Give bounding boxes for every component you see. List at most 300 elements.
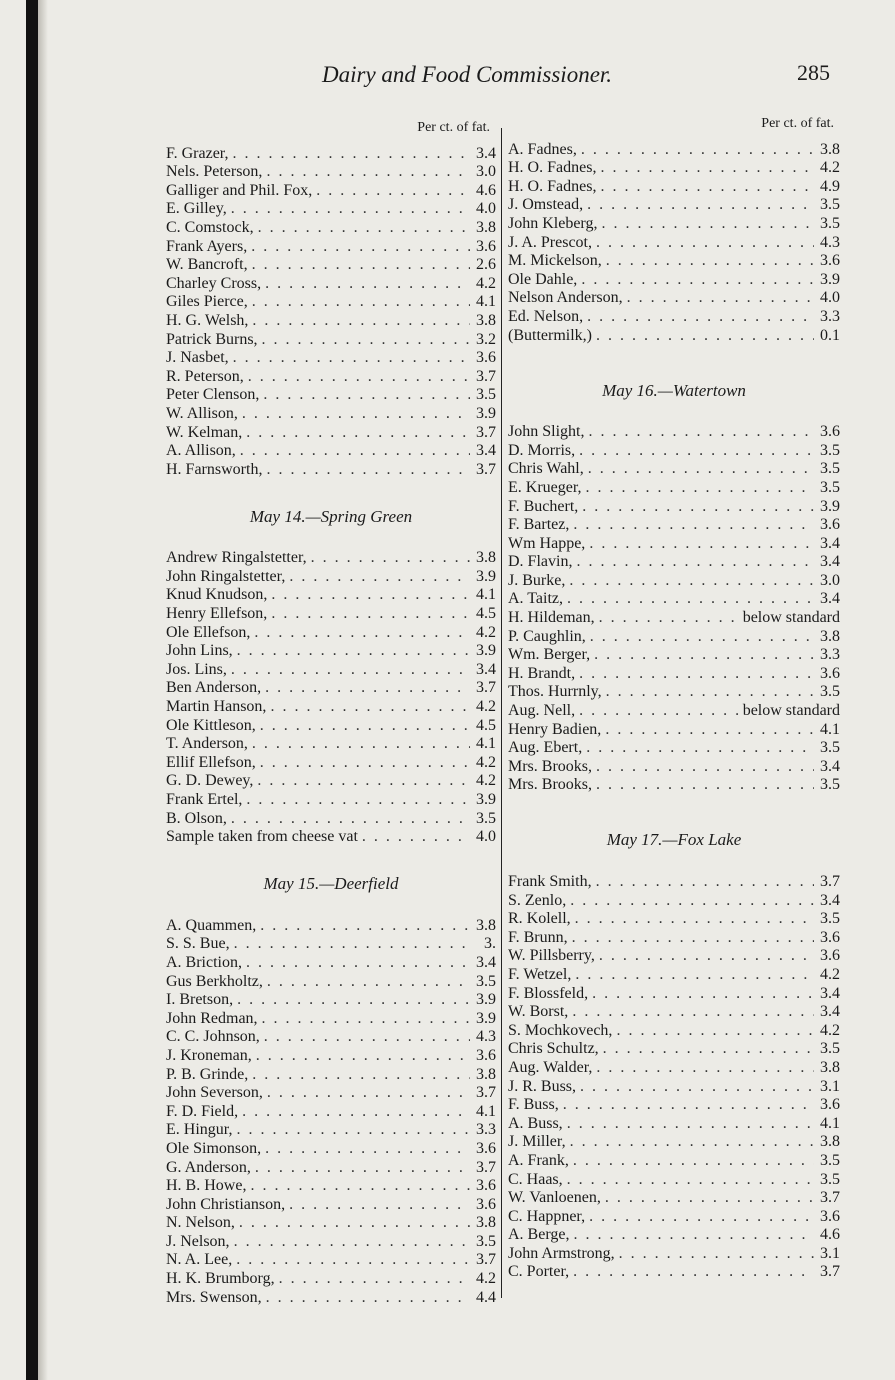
leader-dots — [254, 624, 470, 642]
list-item — [508, 326, 840, 345]
leader-dots — [231, 810, 470, 828]
list-item — [166, 1251, 496, 1270]
list-item — [508, 423, 840, 442]
entry-name: S. Zenlo, — [508, 891, 567, 909]
fat-percent: 3.5 — [820, 739, 840, 757]
list-item — [508, 947, 840, 966]
fat-percent: 3.6 — [820, 1207, 840, 1225]
section-heading-deerfield: May 15.—Deerfield — [263, 874, 399, 894]
list-item — [166, 330, 496, 349]
list-item — [166, 1195, 496, 1214]
leader-dots — [237, 642, 470, 660]
leader-dots — [600, 178, 814, 196]
fat-percent: 2.6 — [476, 256, 496, 274]
leader-dots — [599, 947, 814, 965]
leader-dots — [596, 758, 814, 776]
entry-name: W. Borst, — [508, 1003, 569, 1021]
leader-dots — [616, 1022, 814, 1040]
entry-name: E. Gilley, — [166, 200, 227, 218]
list-item — [166, 623, 496, 642]
leader-dots — [252, 256, 470, 274]
fat-percent: 3.7 — [476, 1084, 496, 1102]
fat-percent: 4.1 — [476, 1102, 496, 1120]
list-item — [166, 604, 496, 623]
fat-percent: 3.8 — [476, 916, 496, 934]
list-item — [166, 991, 496, 1010]
entry-name: Thos. Hurrnly, — [508, 683, 602, 701]
list-item — [166, 1009, 496, 1028]
leader-dots — [246, 424, 470, 442]
leader-dots — [594, 646, 814, 664]
entry-name: W. Vanloenen, — [508, 1189, 601, 1207]
list-item — [166, 218, 496, 237]
entry-name: A. Fadnes, — [508, 140, 577, 158]
entry-name: S. Mochkovech, — [508, 1021, 613, 1039]
list-item — [166, 144, 496, 163]
list-item — [508, 553, 840, 572]
fat-percent: 3.4 — [820, 757, 840, 775]
list-item — [166, 809, 496, 828]
fat-percent: 3.2 — [476, 330, 496, 348]
leader-dots — [267, 973, 470, 991]
leader-dots — [251, 238, 470, 256]
section-heading-spring-green: May 14.—Spring Green — [249, 506, 413, 526]
entry-name: H. B. Howe, — [166, 1177, 247, 1195]
leader-dots — [236, 1121, 470, 1139]
leader-dots — [586, 479, 814, 497]
list-item — [508, 776, 840, 795]
entry-name: A. Berge, — [508, 1226, 570, 1244]
entry-name: A. Quammen, — [166, 916, 257, 934]
fat-percent: 4.2 — [820, 1021, 840, 1039]
leader-dots — [592, 985, 814, 1003]
list-item — [166, 163, 496, 182]
entry-name: H. Farnsworth, — [166, 460, 263, 478]
leader-dots — [599, 609, 739, 627]
list-item — [166, 1158, 496, 1177]
entry-name: Nelson Anderson, — [508, 289, 623, 307]
watertown-list — [508, 423, 840, 795]
fat-percent: 4.2 — [476, 1270, 496, 1288]
entry-name: John Christianson, — [166, 1195, 286, 1213]
list-item — [166, 311, 496, 330]
entry-name: H. O. Fadnes, — [508, 159, 597, 177]
fat-percent: 3.5 — [476, 1232, 496, 1250]
fat-percent: 3.8 — [476, 1065, 496, 1083]
entry-name: Ole Kittleson, — [166, 716, 256, 734]
leader-dots — [234, 935, 470, 953]
list-item — [508, 701, 840, 720]
list-item — [508, 270, 840, 289]
fat-percent: 3.9 — [476, 1009, 496, 1027]
fat-percent: 4.2 — [476, 274, 496, 292]
leader-dots — [279, 1270, 470, 1288]
list-item — [166, 1177, 496, 1196]
column-header-left: Per ct. of fat. — [417, 120, 490, 135]
leader-dots — [237, 991, 470, 1009]
entry-name: D. Morris, — [508, 441, 576, 459]
fat-percent: 3.6 — [820, 664, 840, 682]
leader-dots — [311, 549, 470, 567]
entry-name: Henry Badien, — [508, 720, 602, 738]
leader-dots — [573, 1152, 814, 1170]
page-number: 285 — [797, 60, 830, 85]
entry-name: Ole Dahle, — [508, 270, 578, 288]
fox-lake-list — [508, 872, 840, 1281]
entry-name: R. Peterson, — [166, 367, 244, 385]
list-item — [166, 753, 496, 772]
fat-percent: 3.4 — [476, 144, 496, 162]
list-item — [508, 289, 840, 308]
leader-dots — [573, 516, 814, 534]
fat-percent: 4.3 — [820, 233, 840, 251]
entry-name: Ellif Ellefson, — [166, 753, 256, 771]
fat-percent: 3.4 — [820, 891, 840, 909]
list-item — [508, 646, 840, 665]
fat-percent: 3.6 — [820, 947, 840, 965]
list-item — [166, 386, 496, 405]
leader-dots — [587, 196, 814, 214]
leader-dots — [267, 1084, 470, 1102]
fat-percent: 3.6 — [476, 1139, 496, 1157]
list-item — [166, 1102, 496, 1121]
entry-name: Nels. Peterson, — [166, 163, 263, 181]
fat-percent: 4.9 — [820, 177, 840, 195]
list-item — [508, 1040, 840, 1059]
fat-percent: 3.7 — [820, 873, 840, 890]
leader-dots — [271, 605, 470, 623]
fat-percent: 3.4 — [476, 660, 496, 678]
fat-percent: below standard — [742, 702, 840, 720]
list-item — [508, 757, 840, 776]
leader-dots — [596, 776, 814, 794]
fat-percent: 3.5 — [476, 809, 496, 827]
leader-dots — [248, 368, 470, 386]
leader-dots — [580, 1078, 814, 1096]
fat-percent: 3.8 — [820, 627, 840, 645]
leader-dots — [605, 721, 814, 739]
list-item — [166, 642, 496, 661]
list-item — [508, 159, 840, 178]
fat-percent: 3.7 — [476, 679, 496, 697]
fat-percent: 3.5 — [820, 214, 840, 232]
entry-name: Chris Wahl, — [508, 460, 584, 478]
list-item — [166, 293, 496, 312]
section-heading-watertown: May 16.—Watertown — [602, 380, 746, 400]
fat-percent: 3.5 — [820, 460, 840, 478]
entry-name: Aug. Ebert, — [508, 739, 583, 757]
entry-name: G. Anderson, — [166, 1158, 251, 1176]
entry-name: Aug. Nell, — [508, 702, 576, 720]
leader-dots — [257, 772, 470, 790]
fat-percent: 4.3 — [476, 1028, 496, 1046]
list-item — [166, 772, 496, 791]
fat-percent: 3.7 — [820, 1263, 840, 1281]
leader-dots — [266, 1289, 470, 1307]
fat-percent: 3.5 — [820, 683, 840, 701]
fat-percent: 3.5 — [820, 776, 840, 794]
leader-dots — [579, 665, 814, 683]
fat-percent: 4.0 — [820, 289, 840, 307]
entry-name: C. Happner, — [508, 1207, 586, 1225]
leader-dots — [265, 679, 470, 697]
entry-name: Wm. Berger, — [508, 646, 591, 664]
leader-dots — [262, 1010, 470, 1028]
list-item — [508, 1077, 840, 1096]
fat-percent: 3.1 — [820, 1077, 840, 1095]
leader-dots — [266, 163, 470, 181]
leader-dots — [264, 1028, 470, 1046]
leader-dots — [589, 535, 814, 553]
leader-dots — [265, 1140, 470, 1158]
fat-percent: 4.1 — [820, 1114, 840, 1132]
entry-name: Mrs. Swenson, — [166, 1288, 262, 1306]
leader-dots — [601, 215, 814, 233]
list-item — [508, 1244, 840, 1263]
list-item — [166, 237, 496, 256]
list-item — [166, 679, 496, 698]
entry-name: J. Miller, — [508, 1133, 566, 1151]
fat-percent: 3.7 — [476, 460, 496, 478]
leader-dots — [567, 1115, 814, 1133]
list-item — [166, 460, 496, 479]
leader-dots — [606, 683, 814, 701]
list-item — [166, 1214, 496, 1233]
entry-name: F. Grazer, — [166, 144, 229, 162]
fat-percent: 3.4 — [820, 984, 840, 1002]
entry-name: F. Brunn, — [508, 928, 568, 946]
book-spine — [26, 0, 38, 1380]
fat-percent: 3.7 — [476, 367, 496, 385]
leader-dots — [573, 1263, 814, 1281]
entry-name: J. Nasbet, — [166, 349, 229, 367]
leader-dots — [596, 1059, 814, 1077]
leader-dots — [271, 586, 470, 604]
fat-percent: 3.7 — [820, 1189, 840, 1207]
entry-name: S. S. Bue, — [166, 935, 230, 953]
entry-name: John Redman, — [166, 1009, 258, 1027]
fat-percent: 4.6 — [820, 1226, 840, 1244]
list-item — [508, 1021, 840, 1040]
entry-name: W. Allison, — [166, 404, 238, 422]
leader-dots — [582, 498, 814, 516]
leader-dots — [567, 590, 814, 608]
leader-dots — [252, 312, 470, 330]
entry-name: Frank Ayers, — [166, 237, 248, 255]
entry-name: J. A. Prescot, — [508, 233, 592, 251]
leader-dots — [316, 182, 470, 200]
fat-percent: 3.6 — [820, 516, 840, 534]
entry-name: W. Bancroft, — [166, 256, 248, 274]
fat-percent: 3.9 — [476, 642, 496, 660]
leader-dots — [234, 1233, 470, 1251]
fat-percent: 3.8 — [820, 1133, 840, 1151]
entry-name: A. Taitz, — [508, 590, 564, 608]
fat-percent: 0.1 — [820, 326, 840, 344]
entry-name: Charley Cross, — [166, 274, 262, 292]
fat-percent: 3.9 — [820, 497, 840, 515]
fat-percent: 4.2 — [820, 965, 840, 983]
entry-name: N. Nelson, — [166, 1214, 235, 1232]
leader-dots — [588, 423, 814, 441]
list-item — [508, 664, 840, 683]
entry-name: Mrs. Brooks, — [508, 776, 593, 794]
fat-percent: 3.9 — [476, 567, 496, 585]
entry-name: John Ringalstetter, — [166, 567, 286, 585]
running-title: Dairy and Food Commissioner. — [322, 62, 613, 87]
list-item — [508, 1096, 840, 1115]
fat-percent: 3.0 — [476, 163, 496, 181]
entry-name: H. G. Welsh, — [166, 311, 249, 329]
entry-name: H. Hildeman, — [508, 609, 595, 627]
list-item — [508, 478, 840, 497]
list-item — [166, 697, 496, 716]
leader-dots — [240, 442, 470, 460]
entry-name: John Kleberg, — [508, 214, 598, 232]
leader-dots — [600, 159, 814, 177]
list-item — [508, 460, 840, 479]
fat-percent: 3.6 — [476, 1195, 496, 1213]
fat-percent: 4.1 — [476, 293, 496, 311]
entry-name: H. O. Fadnes, — [508, 177, 597, 195]
entry-name: A. Frank, — [508, 1151, 569, 1169]
fat-percent: 3.5 — [820, 1170, 840, 1188]
entry-name: J. Nelson, — [166, 1232, 230, 1250]
list-item — [508, 1003, 840, 1022]
leader-dots — [589, 1208, 814, 1226]
fat-percent: 4.2 — [476, 772, 496, 790]
list-item — [508, 965, 840, 984]
leader-dots — [260, 917, 470, 935]
right-column — [508, 116, 840, 1281]
list-item — [508, 1133, 840, 1152]
entry-name: P. Caughlin, — [508, 627, 586, 645]
spring-green-list — [166, 549, 496, 847]
leader-dots — [570, 892, 814, 910]
entry-name: T. Anderson, — [166, 735, 248, 753]
list-item — [508, 196, 840, 215]
leader-dots — [266, 461, 470, 479]
leader-dots — [246, 791, 470, 809]
list-item — [166, 1046, 496, 1065]
fat-percent: 4.1 — [476, 735, 496, 753]
fat-percent: 3.6 — [476, 237, 496, 255]
leader-dots — [262, 331, 470, 349]
fat-percent: 3.9 — [820, 270, 840, 288]
left-column — [166, 120, 496, 1307]
fat-percent: 3.3 — [820, 646, 840, 664]
list-item — [166, 1232, 496, 1251]
list-item — [166, 1288, 496, 1307]
entry-name: F. Bartez, — [508, 516, 570, 534]
list-item — [508, 891, 840, 910]
entry-name: John Slight, — [508, 423, 585, 441]
entry-name: C. C. Johnson, — [166, 1028, 260, 1046]
leader-dots — [252, 735, 470, 753]
leader-dots — [627, 289, 814, 307]
fat-percent: 3.1 — [820, 1244, 840, 1262]
right-group1-list — [508, 140, 840, 345]
list-item — [508, 739, 840, 758]
leader-dots — [575, 910, 814, 928]
leader-dots — [265, 275, 470, 293]
leader-dots — [619, 1245, 814, 1263]
leader-dots — [233, 145, 471, 163]
entry-name: A. Buss, — [508, 1114, 563, 1132]
entry-name: Ole Ellefson, — [166, 623, 251, 641]
leader-dots — [596, 873, 814, 891]
entry-name: A. Briction, — [166, 953, 242, 971]
fat-percent: 3.4 — [820, 534, 840, 552]
entry-name: C. Haas, — [508, 1170, 563, 1188]
fat-percent: 3.4 — [476, 442, 496, 460]
list-item — [508, 984, 840, 1003]
list-item — [508, 441, 840, 460]
list-item — [166, 1028, 496, 1047]
list-item — [508, 1170, 840, 1189]
fat-percent: 3.4 — [820, 553, 840, 571]
leader-dots — [567, 1171, 814, 1189]
entry-name: N. A. Lee, — [166, 1251, 233, 1269]
entry-name: Gus Berkholtz, — [166, 972, 263, 990]
entry-name: F. D. Field, — [166, 1102, 239, 1120]
fat-percent: 3.5 — [476, 386, 496, 404]
entry-name: F. Blossfeld, — [508, 984, 589, 1002]
fat-percent: 4.5 — [476, 605, 496, 623]
list-item — [508, 214, 840, 233]
list-item — [166, 953, 496, 972]
list-item — [508, 720, 840, 739]
list-item — [166, 1269, 496, 1288]
fat-percent: below standard — [742, 609, 840, 627]
fat-percent: 3.6 — [820, 423, 840, 441]
fat-percent: 3.5 — [820, 478, 840, 496]
leader-dots — [260, 754, 470, 772]
fat-percent: 4.4 — [476, 1288, 496, 1306]
list-item — [508, 1058, 840, 1077]
leader-dots — [263, 386, 470, 404]
list-item — [508, 233, 840, 252]
fat-percent: 3.6 — [820, 1096, 840, 1114]
entry-name: Mrs. Brooks, — [508, 757, 593, 775]
list-item — [166, 549, 496, 568]
leader-dots — [586, 739, 814, 757]
fat-percent: 3.8 — [476, 218, 496, 236]
fat-percent: 3.7 — [476, 1158, 496, 1176]
fat-percent: 3.7 — [476, 1251, 496, 1269]
running-head — [0, 62, 895, 96]
list-item — [508, 497, 840, 516]
leader-dots — [289, 568, 470, 586]
entry-name: John Lins, — [166, 642, 233, 660]
list-item — [166, 972, 496, 991]
list-item — [166, 716, 496, 735]
fat-percent: 3.8 — [476, 1214, 496, 1232]
fat-percent: 3.6 — [476, 1046, 496, 1064]
entry-name: Sample taken from cheese vat — [166, 828, 358, 846]
entry-name: (Buttermilk,) — [508, 326, 592, 344]
list-item — [508, 1114, 840, 1133]
fat-percent: 3.6 — [476, 349, 496, 367]
entry-name: R. Kolell, — [508, 910, 571, 928]
list-item — [166, 567, 496, 586]
entry-name: Knud Knudson, — [166, 586, 268, 604]
leader-dots — [572, 929, 814, 947]
leader-dots — [581, 141, 814, 159]
entry-name: Frank Smith, — [508, 873, 592, 890]
leader-dots — [250, 1177, 470, 1195]
list-item — [508, 1151, 840, 1170]
